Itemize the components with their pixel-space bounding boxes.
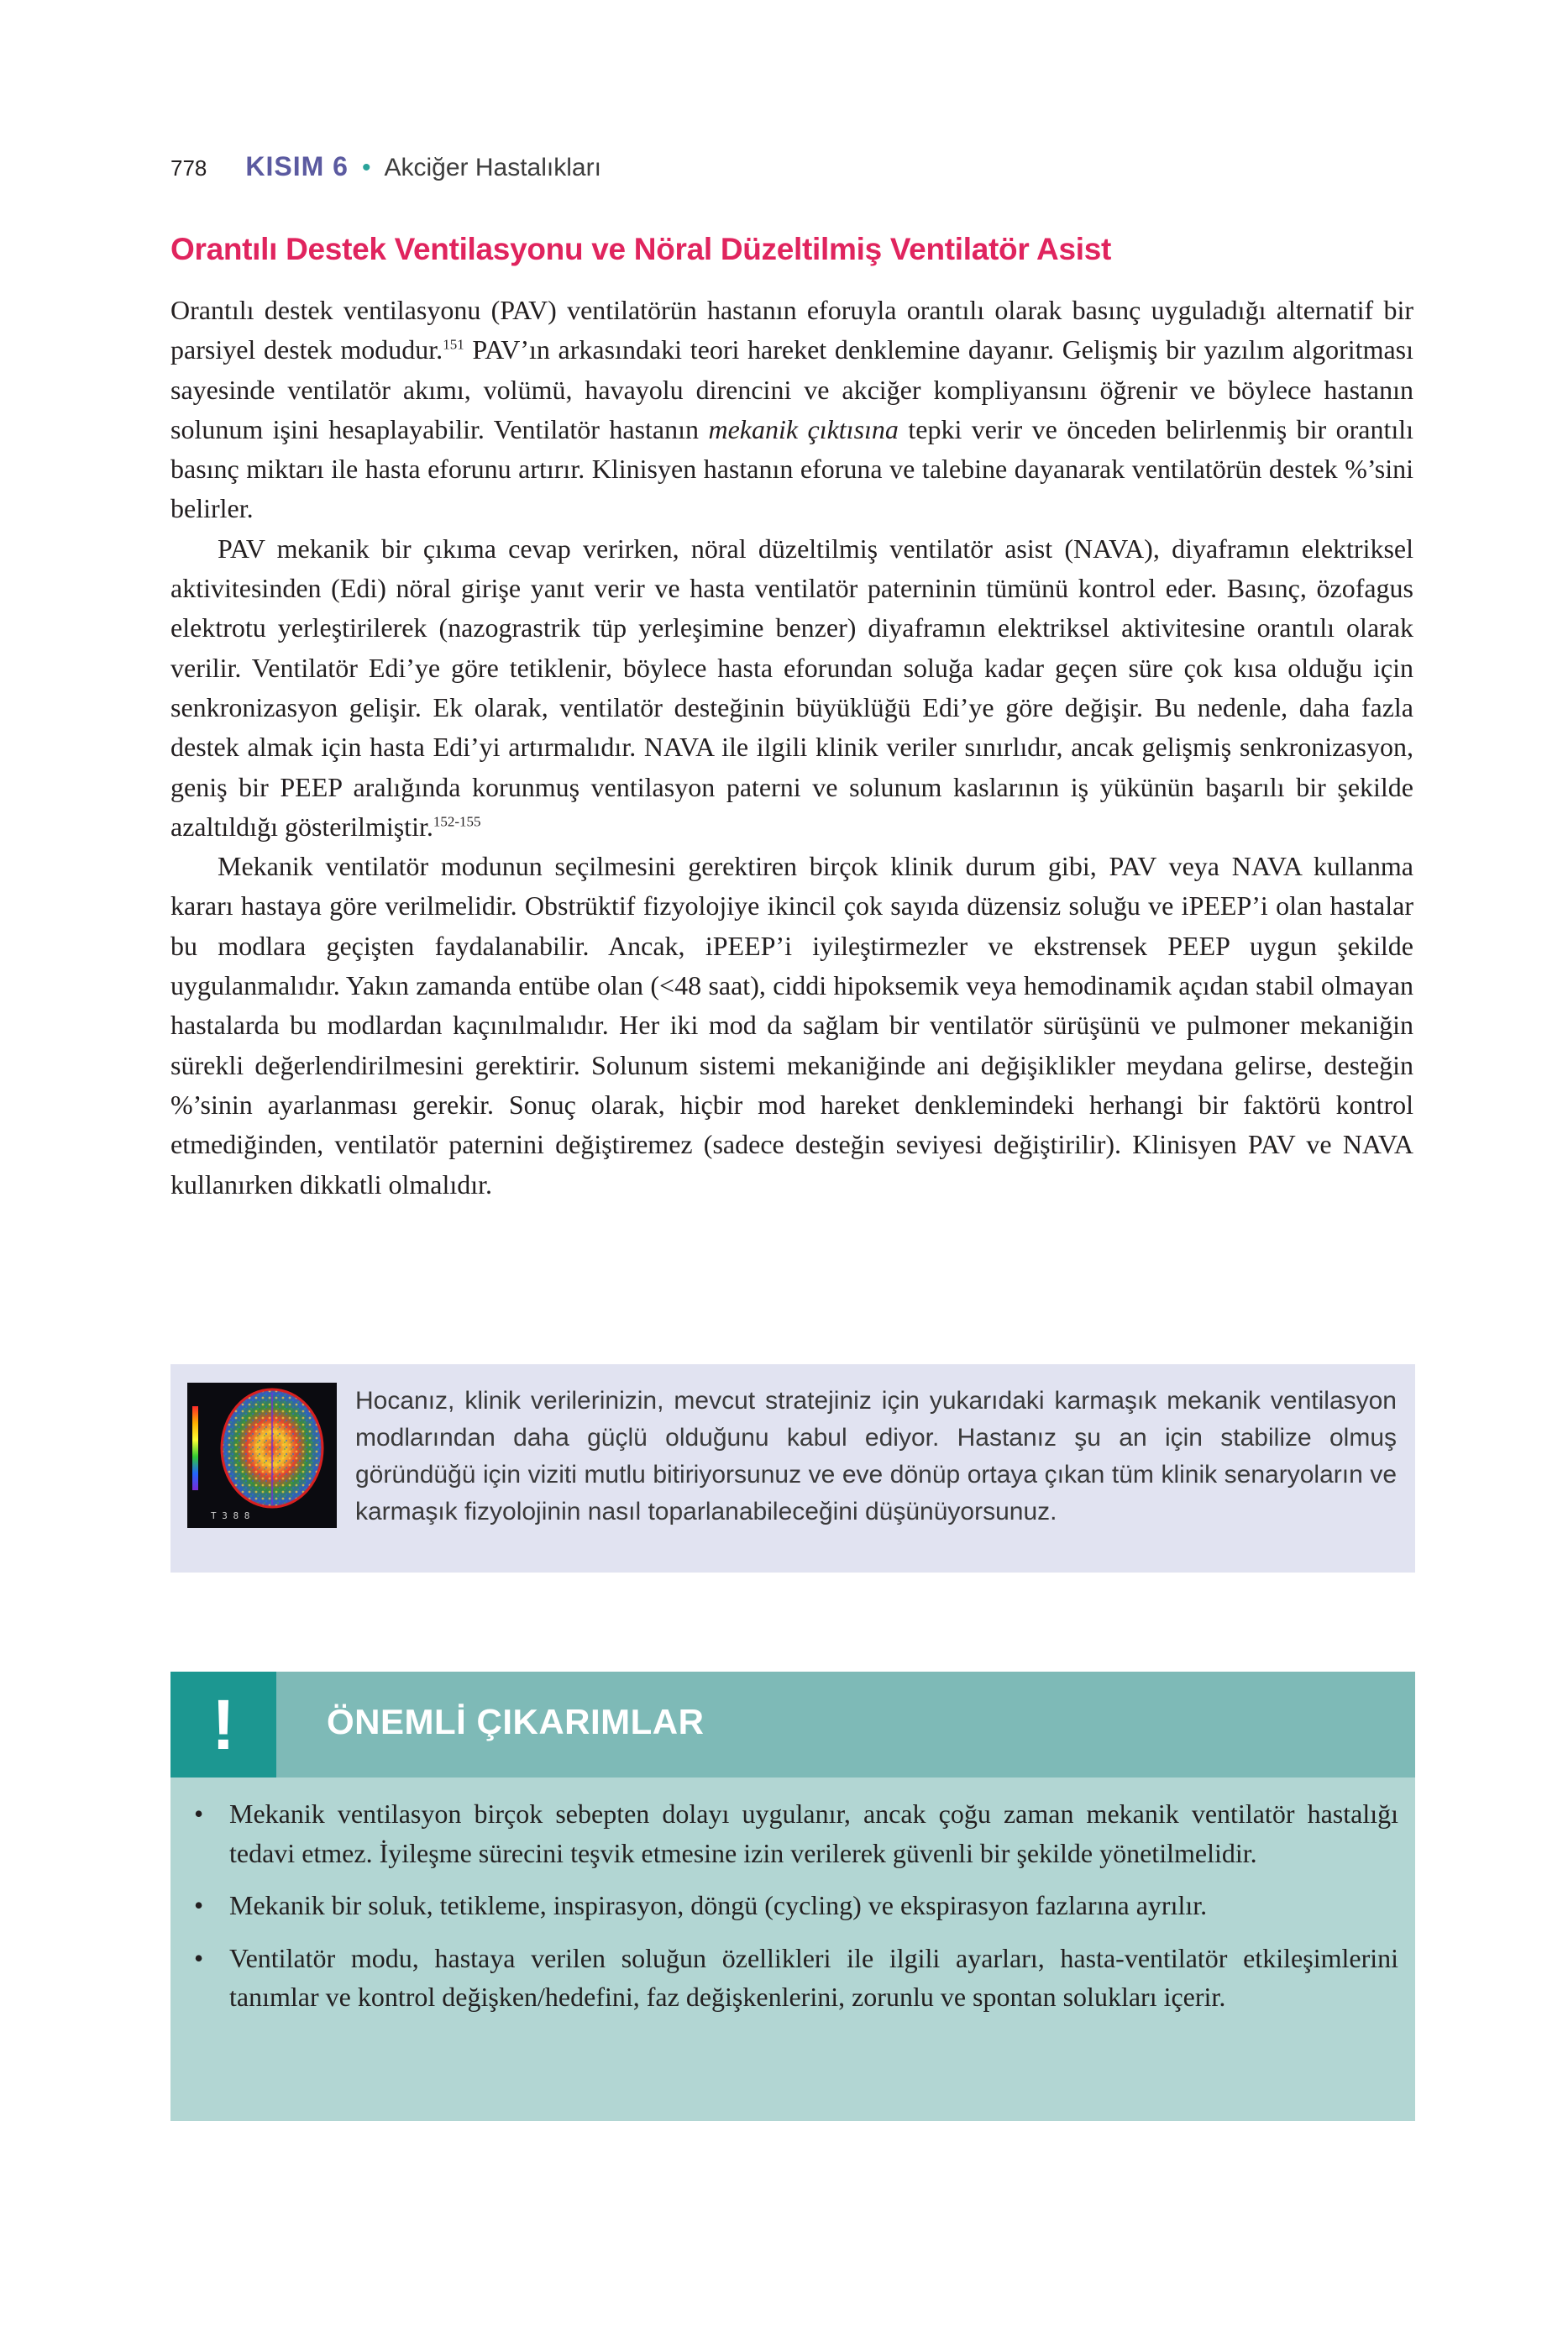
citation-152-155: 152-155	[433, 813, 481, 830]
paragraph-1-part-b: PAV’ın arkasındaki teori hareket denklemine dayanır. Gelişmiş bir yazılım algoritması sayesinde ventilatör akımı, volümü, havayolu direncini ve akciğer kompliyansını öğrenir ve böylece hastanın solunum işini hesaplayabilir. Ventilatör hastanın	[170, 334, 1414, 444]
takeaways-title: ÖNEMLİ ÇIKARIMLAR	[327, 1702, 705, 1741]
exclamation-icon: !	[170, 1672, 276, 1778]
list-item-text: Ventilatör modu, hastaya verilen soluğun özellikleri ile ilgili ayarları, hasta-ventilatör etkileşimlerini tanımlar ve kontrol değişken/hedefini, faz değişkenlerini, zorunlu ve spontan solukları içerir.	[229, 1942, 1398, 2012]
takeaways-list	[189, 1794, 1398, 2030]
brain-scan-image	[187, 1383, 337, 1528]
callout-text: Hocanız, klinik verilerinizin, mevcut stratejiniz için yukarıdaki karmaşık mekanik ventilasyon modlarından daha güçlü olduğunu kabul ediyor. Hastanız şu an için stabilize olmuş göründüğü için viziti mutlu bitiriyorsunuz ve eve dönüp ortaya çıkan tüm klinik senaryoların ve karmaşık fizyolojinin nasıl toparlanabileceğini düşünüyorsunuz.	[355, 1387, 1397, 1525]
section-heading: Orantılı Destek Ventilasyonu ve Nöral Düzeltilmiş Ventilatör Asist	[170, 232, 1112, 266]
paragraph-1-part-c: tepki verir ve önceden belirlenmiş bir orantılı basınç miktarı ile hasta eforunu artırır. Klinisyen hastanın eforuna ve talebine dayanarak ventilatörün destek %’sini belirler.	[170, 413, 1414, 524]
paragraph-1	[170, 291, 1413, 529]
list-item	[189, 1886, 1398, 1925]
citation-151: 151	[443, 336, 464, 353]
list-item	[189, 1794, 1398, 1872]
paragraph-3: Mekanik ventilatör modunun seçilmesini gerektiren birçok klinik durum gibi, PAV veya NAVA kullanma kararı hastaya göre verilmelidir. Obstrüktif fizyolojiye ikincil çok sayıda düzensiz soluğu ve iPEEP’i olan hastalar bu modlara geçişten faydalanabilir. Ancak, iPEEP’i iyileştirmezler ve ekstrensek PEEP uygun şekilde uygulanmalıdır. Yakın zamanda entübe olan (<48 saat), ciddi hipoksemik veya hemodinamik açıdan stabil olmayan hastalarda bu modlardan kaçınılmalıdır. Her iki mod da sağlam bir ventilatör sürüşünü ve pulmoner mekaniğin sürekli değerlendirilmesini gerektirir. Solunum sistemi mekaniğinde ani değişiklikler meydana gelirse, desteğin %’sinin ayarlanması gerekir. Sonuç olarak, hiçbir mod hareket denklemindeki herhangi bir faktörü kontrol etmediğinden, ventilatör paternini değiştiremez (sadece desteğin seviyesi değiştirilir). Klinisyen PAV ve NAVA kullanırken dikkatli olmalıdır.	[170, 851, 1413, 1200]
running-header	[170, 151, 601, 188]
list-item-text: Mekanik ventilasyon birçok sebepten dolayı uygulanır, ancak çoğu zaman mekanik ventilatör hastalığı tedavi etmez. İyileşme sürecini teşvik etmesine izin verilerek güvenli bir şekilde yönetilmelidir.	[229, 1799, 1398, 1868]
list-item	[189, 1939, 1398, 2017]
color-scale-bar	[192, 1406, 198, 1490]
body-text	[170, 291, 1413, 1205]
chapter-title: Akciğer Hastalıkları	[384, 154, 601, 181]
takeaways-header	[170, 1672, 1415, 1778]
key-takeaways-box	[170, 1672, 1415, 2121]
page-number: 778	[170, 155, 207, 181]
paragraph-2	[170, 529, 1413, 847]
bullet-icon: •	[194, 1942, 204, 1973]
header-separator: •	[361, 154, 371, 181]
brain-scan-icon	[187, 1383, 337, 1528]
emphasis-mekanik-ciktisina: mekanik çıktısına	[708, 413, 899, 444]
part-label: KISIM 6	[245, 151, 349, 181]
bullet-icon: •	[194, 1890, 204, 1920]
list-item-text: Mekanik bir soluk, tetikleme, inspirasyon, döngü (cycling) ve ekspirasyon fazlarına ayrılır.	[229, 1890, 1208, 1920]
paragraph-2-text: PAV mekanik bir çıkıma cevap verirken, nöral düzeltilmiş ventilatör asist (NAVA), diyaframın elektriksel aktivitesinden (Edi) nöral girişe yanıt verir ve hasta ventilatör paterninin tümünü kontrol eder. Basınç, özofagus elektrotu yerleştirilerek (nazograstrik tüp yerleşimine benzer) diyaframın elektriksel aktivitesine orantılı olarak verilir. Ventilatör Edi’ye göre tetiklenir, böylece hasta eforundan soluğa kadar geçen süre çok kısa olduğu için senkronizasyon gelişir. Ek olarak, ventilatör desteğinin büyüklüğü Edi’ye göre değişir. Bu nedenle, daha fazla destek almak için hasta Edi’yi artırmalıdır. NAVA ile ilgili klinik veriler sınırlıdır, ancak gelişmiş senkronizasyon, geniş bir PEEP aralığında korunmuş ventilasyon paterni ve solunum kaslarının iş yükünün başarılı bir şekilde azaltıldığı gösterilmiştir.	[170, 533, 1413, 842]
paragraph-1-part-a: Orantılı destek ventilasyonu (PAV) ventilatörün hastanın eforuyla orantılı olarak basınç uyguladığı alternatif bir parsiyel destek modudur.	[170, 295, 1413, 365]
case-callout-box	[170, 1364, 1415, 1573]
bullet-icon: •	[194, 1799, 204, 1829]
scan-caption: T 3 8 8	[211, 1510, 250, 1521]
